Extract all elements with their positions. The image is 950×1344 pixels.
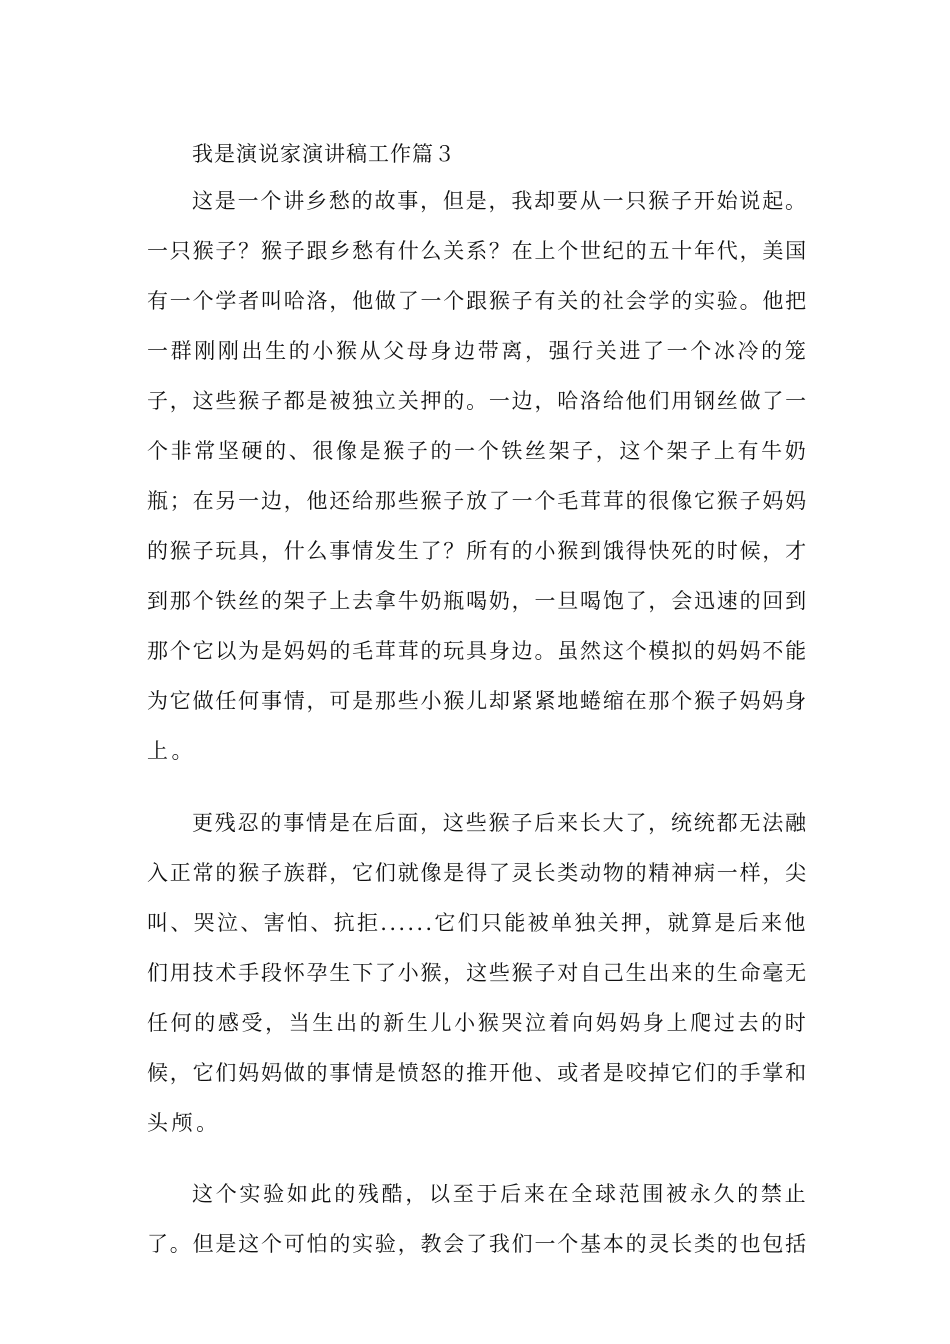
paragraph-2-line: 叫、哭泣、害怕、抗拒......它们只能被单独关押，就算是后来他 [147,911,808,935]
paragraph-1-line: 到那个铁丝的架子上去拿牛奶瓶喝奶，一旦喝饱了，会迅速的回到 [147,589,808,613]
paragraph-2-line: 头颅。 [147,1111,221,1135]
paragraph-1-line: 一群刚刚出生的小猴从父母身边带离，强行关进了一个冰冷的笼 [147,339,809,363]
paragraph-2-line: 入正常的猴子族群，它们就像是得了灵长类动物的精神病一样，尖 [147,861,808,885]
paragraph-1-line: 一只猴子？猴子跟乡愁有什么关系？在上个世纪的五十年代，美国 [147,239,808,263]
paragraph-1-line: 上。 [147,739,197,763]
paragraph-1-line: 为它做任何事情，可是那些小猴儿却紧紧地蜷缩在那个猴子妈妈身 [147,689,808,713]
paragraph-1-line: 有一个学者叫哈洛，他做了一个跟猴子有关的社会学的实验。他把 [147,289,808,313]
paragraph-1-line: 那个它以为是妈妈的毛茸茸的玩具身边。虽然这个模拟的妈妈不能 [147,639,808,663]
paragraph-2-line: 们用技术手段怀孕生下了小猴，这些猴子对自己生出来的生命毫无 [147,961,808,985]
paragraph-1-line: 子，这些猴子都是被独立关押的。一边，哈洛给他们用钢丝做了一 [147,389,808,413]
paragraph-2-line: 更残忍的事情是在后面，这些猴子后来长大了，统统都无法融 [192,811,808,835]
paragraph-1-line: 个非常坚硬的、很像是猴子的一个铁丝架子，这个架子上有牛奶 [147,439,809,463]
paragraph-2-line: 候，它们妈妈做的事情是愤怒的推开他、或者是咬掉它们的手掌和 [147,1061,808,1085]
paragraph-2-line: 任何的感受，当生出的新生儿小猴哭泣着向妈妈身上爬过去的时 [147,1011,809,1035]
paragraph-3-line: 了。但是这个可怕的实验，教会了我们一个基本的灵长类的也包括 [147,1232,808,1256]
paragraph-1-line: 这是一个讲乡愁的故事，但是，我却要从一只猴子开始说起。 [192,189,808,213]
paragraph-1-line: 瓶；在另一边，他还给那些猴子放了一个毛茸茸的很像它猴子妈妈 [147,489,808,513]
paragraph-1-line: 的猴子玩具，什么事情发生了？所有的小猴到饿得快死的时候，才 [147,539,808,563]
paragraph-3-line: 这个实验如此的残酷，以至于后来在全球范围被永久的禁止 [192,1182,809,1206]
document-title: 我是演说家演讲稿工作篇３ [192,142,456,166]
